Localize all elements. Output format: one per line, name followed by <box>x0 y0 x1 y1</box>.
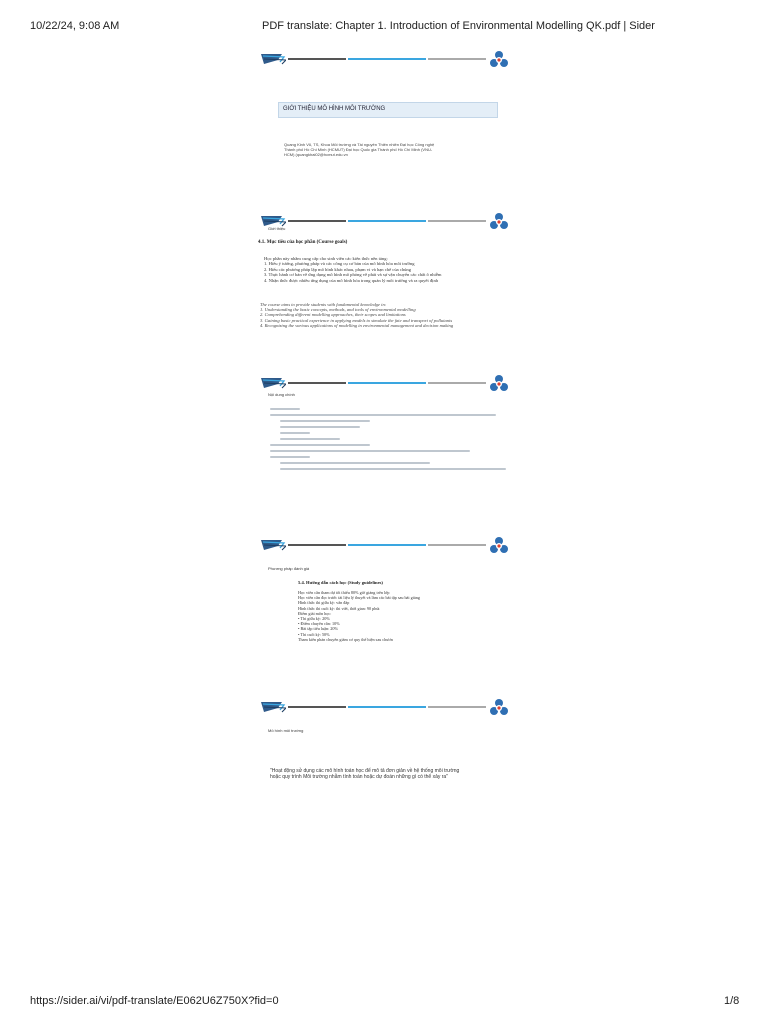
guideline-line: Hình thức thi cuối kỳ: thi viết, thời gian: 90 phút <box>298 605 380 611</box>
goal-line: Học phần này nhằm cung cấp cho sinh viên các kiến thức nền tảng: <box>264 256 388 261</box>
section-tag: Giới thiệu <box>268 226 286 231</box>
print-page-number: 1/8 <box>724 995 740 1007</box>
slide-heading: 5.4. Hướng dẫn cách học (Study guidelines) <box>298 580 383 585</box>
slide-header-band <box>258 210 514 230</box>
slide-header-band <box>258 372 514 392</box>
university-wave-logo-icon <box>260 698 286 714</box>
section-tag: Phương pháp đánh giá <box>268 566 310 571</box>
divider-gray <box>428 220 486 222</box>
goal-line: 4. Recognizing the various applications of modelling in environmental management and decision making <box>260 322 454 328</box>
en-goals <box>260 302 514 328</box>
university-wave-logo-icon <box>260 50 286 66</box>
guideline-line: Tham kiến phản chuyên giám cơ quy thể hiện sau chươn <box>298 636 393 642</box>
divider-dark <box>288 544 346 546</box>
goal-line: 4. Nhận thức được nhiều ứng dụng của mô hình hóa trong quản lý môi trường và ra quyết định <box>264 277 439 283</box>
divider-blue <box>348 58 426 60</box>
guideline-line: Học viên cần tham dự tối thiểu 80% giờ giảng trên lớp <box>298 590 390 595</box>
goal-line: 1. Hiểu ý tưởng, phương pháp và các công cụ cơ bản của mô hình hóa môi trường <box>264 261 415 267</box>
outline-line <box>270 444 370 446</box>
outline-line <box>280 426 360 428</box>
divider-blue <box>348 220 426 222</box>
divider-dark <box>288 220 346 222</box>
slide-header-band <box>258 534 514 554</box>
slide-title: GIỚI THIỆU MÔ HÌNH MÔI TRƯỜNG <box>283 106 386 112</box>
goal-line: The course aims to provide students with fundamental knowledge in: <box>260 302 387 307</box>
quote-line: hoặc quy trình Môi trường nhằm tính toán hoặc dự đoán những gì có thể xảy ra" <box>270 774 448 780</box>
slide-header-band <box>258 48 514 68</box>
divider-gray <box>428 58 486 60</box>
print-url: https://sider.ai/vi/pdf-translate/E062U6Z750X?fid=0 <box>30 995 279 1007</box>
divider-blue <box>348 382 426 384</box>
divider-blue <box>348 544 426 546</box>
slide-2 <box>258 210 514 354</box>
vi-goals <box>264 256 512 283</box>
outline-line <box>280 420 370 422</box>
guideline-line: • Thi giữa kỳ: 20% <box>298 616 330 622</box>
divider-gray <box>428 706 486 708</box>
print-title: PDF translate: Chapter 1. Introduction of Environmental Modelling QK.pdf | Sider <box>262 20 655 32</box>
quote-line: "Hoạt động sử dụng các mô hình toán học để mô tả đơn giản về hệ thống môi trường <box>270 768 460 774</box>
outline-text-block <box>270 408 506 474</box>
guideline-line: Hình thức thi giữa kỳ: vấn đáp <box>298 600 350 606</box>
institute-emblem-icon <box>488 696 510 718</box>
guideline-line: Học viên cần đọc trước tài liệu lý thuyết và làm các bài tập sau bài giảng <box>298 595 420 601</box>
outline-line <box>280 462 430 464</box>
outline-line <box>280 468 506 470</box>
guideline-line: • Điểm chuyên cần: 10% <box>298 621 340 627</box>
divider-gray <box>428 382 486 384</box>
divider-gray <box>428 544 486 546</box>
university-wave-logo-icon <box>260 536 286 552</box>
divider-dark <box>288 382 346 384</box>
divider-dark <box>288 706 346 708</box>
outline-line <box>270 456 310 458</box>
university-wave-logo-icon <box>260 374 286 390</box>
slide-1 <box>258 48 514 192</box>
outline-line <box>280 432 310 434</box>
slide-5 <box>258 696 514 840</box>
guideline-line: Điểm giải môn học: <box>298 610 332 616</box>
institute-emblem-icon <box>488 534 510 556</box>
outline-line <box>270 408 300 410</box>
slide-3 <box>258 372 514 516</box>
outline-line <box>270 414 496 416</box>
institute-emblem-icon <box>488 48 510 70</box>
study-guideline-list <box>298 590 508 642</box>
slide-4 <box>258 534 514 678</box>
print-datetime: 10/22/24, 9:08 AM <box>30 20 120 32</box>
goal-line: 1. Understanding the basic concepts, methods, and tools of environmental modelling <box>260 307 416 313</box>
goal-line: 3. Thực hành cơ bản về ứng dụng mô hình mô phỏng về phát và sự vận chuyển các chất ô nhiễm <box>264 272 442 278</box>
institute-emblem-icon <box>488 210 510 232</box>
divider-dark <box>288 58 346 60</box>
outline-line <box>280 438 340 440</box>
section-tag: Nội dung chính <box>268 392 295 397</box>
guideline-line: • Bài tập tiểu luận: 20% <box>298 626 338 632</box>
author-info <box>284 142 484 157</box>
institute-emblem-icon <box>488 372 510 394</box>
divider-blue <box>348 706 426 708</box>
goal-line: 3. Gaining basic practical experience in applying models to simulate the fate and transport of pollutants <box>260 317 453 323</box>
guideline-line: • Thi cuối kỳ: 50% <box>298 631 330 637</box>
goal-line: 2. Comprehending different modelling approaches, their scopes and limitations <box>260 312 406 318</box>
goal-line: 2. Hiểu các phương pháp lập mô hình khác nhau, phạm vi và hạn chế của chúng <box>264 266 412 272</box>
author-line: Quang Kinh Vũ, TS, Khoa Môi trường và Tài nguyên Thiên nhiên Đại học Công nghệ <box>284 142 435 147</box>
definition-quote <box>270 768 510 780</box>
section-tag: Mô hình môi trường <box>268 728 304 733</box>
slide-header-band <box>258 696 514 716</box>
slide-heading: 4.1. Mục tiêu của học phần (Course goals) <box>258 240 348 245</box>
author-line: HCM) (quangkhai02@hcmut.edu.vn <box>284 152 348 157</box>
outline-line <box>270 450 470 452</box>
author-line: Thành phố Hồ Chí Minh (HCMUT) Đại học Quốc gia Thành phố Hồ Chí Minh (VNU- <box>284 147 433 152</box>
slide-title-box <box>278 102 498 118</box>
